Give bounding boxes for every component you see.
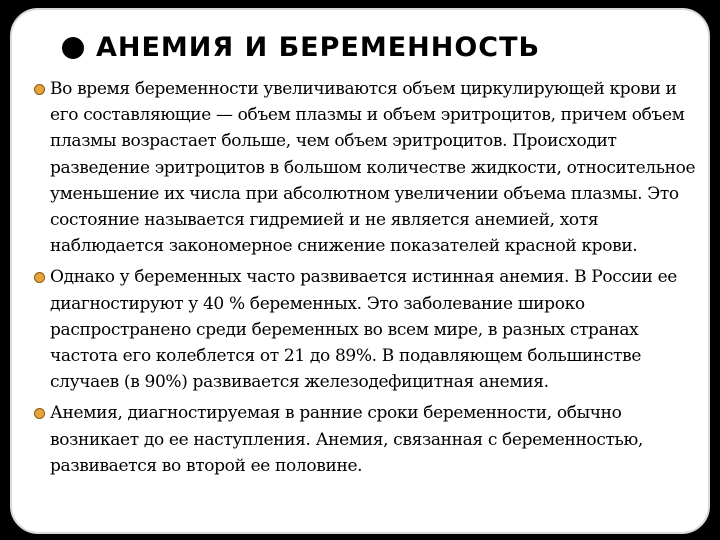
bullet-icon (34, 408, 45, 419)
page-title: АНЕМИЯ И БЕРЕМЕННОСТЬ (96, 32, 541, 63)
paragraph-text: Во время беременности увеличиваются объем циркулирующей крови и его составляющие — объем плазмы и объем эритроцитов, причем объем плазмы возрастает больше, чем объем эритроцитов. Происходит разведение эритроцитов в большом количестве жидкости, относительное уменьшение их числа при абсолютном увеличении объема плазмы. Это состояние называется гидремией и не является анемией, хотя наблюдается закономерное снижение показателей красной крови. (50, 79, 696, 257)
bullet-icon (34, 84, 45, 95)
paragraph-gidremia (34, 76, 696, 259)
paragraph-text: Однако у беременных часто развивается истинная анемия. В России ее диагностируют у 40 % беременных. Это заболевание широко распространено среди беременных во всем мире, в разных странах частота его колеблется от 21 до 89%. В подавляющем большинстве случаев (в 90%) развивается железодефицитная анемия. (50, 267, 678, 393)
paragraph-true-anemia (34, 264, 696, 395)
title-row (62, 32, 540, 63)
title-bullet-icon (62, 37, 84, 59)
slide-content (34, 76, 696, 484)
slide (10, 8, 710, 534)
paragraph-text: Анемия, диагностируемая в ранние сроки беременности, обычно возникает до ее наступления. Анемия, связанная с беременностью, развивается во второй ее половине. (50, 403, 643, 476)
bullet-icon (34, 272, 45, 283)
paragraph-early-anemia (34, 400, 696, 479)
